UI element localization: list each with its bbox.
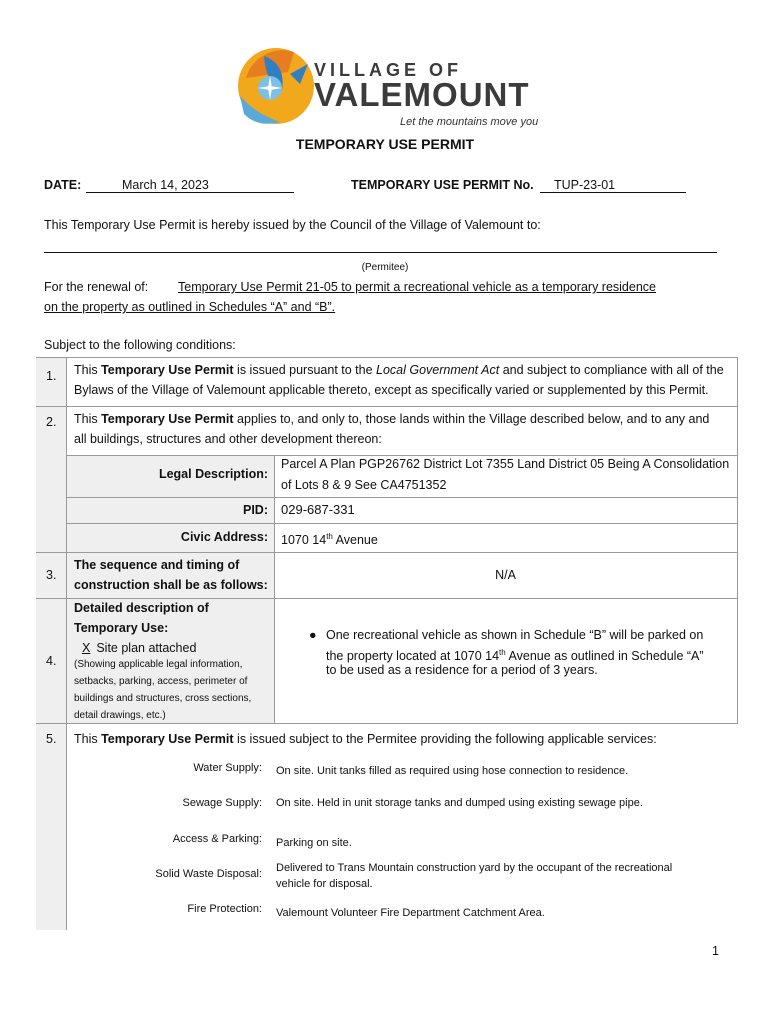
service-value-water: On site. Unit tanks filled as required using hose connection to residence.	[276, 765, 629, 777]
site-plan-checkbox: X Site plan attached	[82, 641, 197, 655]
service-value-solid-waste-line2: vehicle for disposal.	[276, 878, 373, 890]
item-1-line2: Bylaws of the Village of Valemount applicable thereto, except as specifically varied or supplemented by this Permit.	[74, 383, 709, 397]
conditions-intro: Subject to the following conditions:	[44, 338, 236, 352]
permit-no-label: TEMPORARY USE PERMIT No.	[351, 178, 534, 192]
renewal-line2: on the property as outlined in Schedules “A” and “B”.	[44, 300, 336, 314]
item-3-value: N/A	[495, 568, 516, 582]
legal-description-label: Legal Description:	[158, 467, 268, 481]
item-4-note-line1: (Showing applicable legal information,	[74, 659, 243, 670]
item-4-label-line1: Detailed description of	[74, 601, 209, 615]
logo-line2: VALEMOUNT	[314, 76, 530, 113]
service-value-access: Parking on site.	[276, 837, 352, 849]
item-4-bullet-line2: the property located at 1070 14th Avenue as outlined in Schedule “A”	[326, 648, 704, 664]
item-5-number: 5.	[46, 732, 57, 746]
date-value: March 14, 2023	[86, 178, 294, 193]
service-value-solid-waste-line1: Delivered to Trans Mountain construction yard by the occupant of the recreational	[276, 862, 673, 874]
item-3-number: 3.	[46, 568, 57, 582]
pid-value: 029-687-331	[281, 502, 355, 517]
item-2-number: 2.	[46, 415, 57, 429]
item-5-line1: This Temporary Use Permit is issued subject to the Permitee providing the following applicable services:	[74, 732, 657, 746]
item-4-bullet-line3: to be used as a residence for a period of 3 years.	[326, 663, 598, 677]
item-4-label-line2: Temporary Use:	[74, 621, 169, 635]
item-4-bullet-line1: One recreational vehicle as shown in Schedule “B” will be parked on	[326, 628, 704, 642]
item-4-note-line4: detail drawings, etc.)	[74, 710, 166, 721]
service-label-sewage: Sewage Supply:	[182, 797, 262, 809]
document-title: TEMPORARY USE PERMIT	[295, 136, 475, 152]
service-label-solid-waste: Solid Waste Disposal:	[155, 868, 262, 880]
intro-text: This Temporary Use Permit is hereby issued by the Council of the Village of Valemount to:	[44, 218, 541, 232]
civic-address-label: Civic Address:	[180, 530, 268, 544]
renewal-label: For the renewal of:	[44, 280, 149, 294]
item-2-line1: This Temporary Use Permit applies to, and only to, those lands within the Village described below, and to any and	[74, 412, 710, 426]
item-4-note-line3: buildings and structures, cross sections,	[74, 693, 252, 704]
permitee-line	[44, 252, 717, 253]
number-column	[36, 357, 66, 930]
service-value-fire: Valemount Volunteer Fire Department Catchment Area.	[276, 907, 545, 919]
item-2-line2: all buildings, structures and other development thereon:	[74, 432, 382, 446]
legal-description-line1: Parcel A Plan PGP26762 District Lot 7355 Land District 05 Being A Consolidation	[281, 457, 730, 471]
permitee-label: (Permitee)	[361, 262, 409, 273]
bullet-icon: ●	[309, 628, 317, 642]
item-3-label-line2: construction shall be as follows:	[74, 578, 268, 592]
page-number: 1	[712, 944, 719, 958]
civic-address-value: 1070 14th Avenue	[281, 532, 378, 548]
item-1-line1: This Temporary Use Permit is issued pursuant to the Local Government Act and subject to compliance with all of the	[74, 363, 724, 377]
item-3-label-line1: The sequence and timing of	[74, 558, 240, 572]
logo-line1: VILLAGE OF	[314, 60, 462, 80]
service-label-access: Access & Parking:	[172, 833, 262, 845]
item-1-number: 1.	[46, 369, 57, 383]
service-value-sewage: On site. Held in unit storage tanks and dumped using existing sewage pipe.	[276, 797, 643, 809]
logo-tagline: Let the mountains move you	[400, 116, 539, 128]
service-label-fire: Fire Protection:	[187, 903, 262, 915]
renewal-line1: Temporary Use Permit 21-05 to permit a recreational vehicle as a temporary residence	[178, 280, 656, 294]
service-label-water: Water Supply:	[193, 762, 262, 774]
legal-description-line2: of Lots 8 & 9 See CA4751352	[281, 478, 447, 492]
item-4-number: 4.	[46, 654, 57, 668]
permit-no-value: TUP-23-01	[540, 178, 686, 193]
pid-label: PID:	[243, 503, 268, 517]
date-label: DATE:	[44, 178, 82, 192]
item-4-note-line2: setbacks, parking, access, perimeter of	[74, 676, 248, 687]
